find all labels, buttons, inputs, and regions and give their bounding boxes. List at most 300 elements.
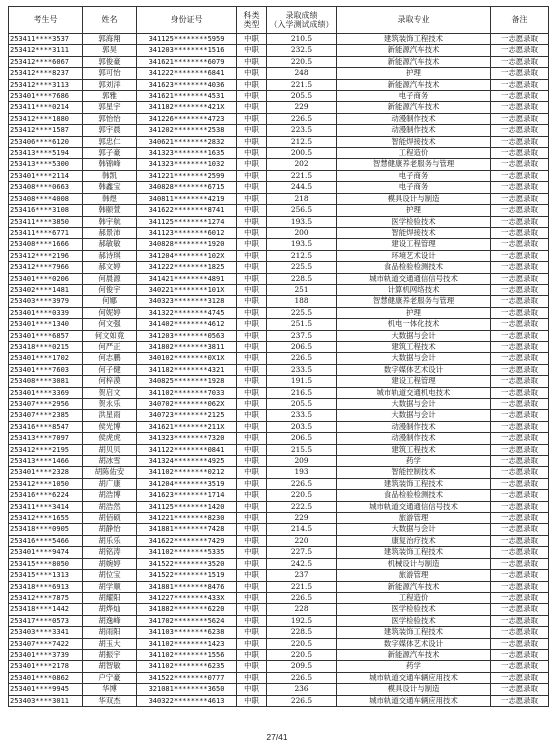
cell-category: 中职	[237, 695, 267, 706]
cell-id-no: 340323********3128	[137, 296, 237, 307]
cell-name: 何子健	[83, 364, 137, 375]
table-row	[9, 353, 549, 364]
cell-exam-no: 253418****6913	[9, 581, 83, 592]
table-row	[9, 387, 549, 398]
cell-major: 智能控制技术	[337, 467, 491, 478]
cell-major: 护理	[337, 307, 491, 318]
cell-score: 209	[267, 456, 337, 467]
cell-score: 226.5	[267, 353, 337, 364]
cell-id-no: 341222********1825	[137, 262, 237, 273]
cell-major: 大数据与会计	[337, 330, 491, 341]
cell-note: 一志愿录取	[491, 387, 549, 398]
cell-score: 226.5	[267, 592, 337, 603]
cell-note: 一志愿录取	[491, 535, 549, 546]
cell-major: 大数据与会计	[337, 353, 491, 364]
cell-category: 中职	[237, 56, 267, 67]
cell-note: 一志愿录取	[491, 284, 549, 295]
cell-major: 工程造价	[337, 592, 491, 603]
cell-category: 中职	[237, 341, 267, 352]
cell-score: 192.5	[267, 615, 337, 626]
cell-note: 一志愿录取	[491, 148, 549, 159]
table-row	[9, 182, 549, 193]
cell-name: 何妮婷	[83, 307, 137, 318]
cell-major: 大数据与会计	[337, 410, 491, 421]
header-id-no: 身份证号	[137, 7, 237, 34]
cell-score: 237.5	[267, 330, 337, 341]
cell-major: 智慧健康养老服务与管理	[337, 159, 491, 170]
table-header	[9, 7, 549, 34]
cell-major: 新能源汽车技术	[337, 79, 491, 90]
cell-major: 城市轨道交通车辆应用技术	[337, 695, 491, 706]
cell-name: 胡乐乐	[83, 535, 137, 546]
cell-note: 一志愿录取	[491, 113, 549, 124]
cell-name: 韩凯	[83, 170, 137, 181]
cell-major: 环境艺术设计	[337, 250, 491, 261]
cell-exam-no: 253413****7097	[9, 433, 83, 444]
table-row	[9, 478, 549, 489]
cell-score: 233.5	[267, 364, 337, 375]
cell-id-no: 340322********4613	[137, 695, 237, 706]
cell-major: 旅游管理	[337, 513, 491, 524]
cell-note: 一志愿录取	[491, 227, 549, 238]
cell-name: 胡位宝	[83, 570, 137, 581]
cell-category: 中职	[237, 456, 267, 467]
table-body	[9, 34, 549, 707]
cell-category: 中职	[237, 79, 267, 90]
cell-category: 中职	[237, 319, 267, 330]
cell-major: 新能源汽车技术	[337, 45, 491, 56]
cell-category: 中职	[237, 638, 267, 649]
cell-id-no: 341227********433X	[137, 592, 237, 603]
cell-name: 郭昊	[83, 45, 137, 56]
table-row	[9, 581, 549, 592]
cell-score: 232.5	[267, 45, 337, 56]
cell-id-no: 340825********1928	[137, 376, 237, 387]
cell-category: 中职	[237, 193, 267, 204]
cell-name: 胡婉婷	[83, 558, 137, 569]
cell-exam-no: 253412****7875	[9, 592, 83, 603]
cell-id-no: 341125********1274	[137, 216, 237, 227]
cell-score: 218	[267, 193, 337, 204]
cell-major: 食品检验检测技术	[337, 262, 491, 273]
cell-id-no: 340828********1920	[137, 239, 237, 250]
table-row	[9, 227, 549, 238]
table-row	[9, 307, 549, 318]
cell-score: 248	[267, 68, 337, 79]
cell-category: 中职	[237, 353, 267, 364]
cell-major: 计算机网络技术	[337, 284, 491, 295]
cell-major: 建筑工程技术	[337, 341, 491, 352]
cell-note: 一志愿录取	[491, 478, 549, 489]
table-row	[9, 91, 549, 102]
cell-exam-no: 253401****7603	[9, 364, 83, 375]
cell-note: 一志愿录取	[491, 182, 549, 193]
cell-exam-no: 253401****9474	[9, 547, 83, 558]
cell-major: 机械设计与制造	[337, 558, 491, 569]
cell-score: 220.5	[267, 56, 337, 67]
cell-score: 209.5	[267, 661, 337, 672]
cell-name: 郭子豪	[83, 148, 137, 159]
cell-note: 一志愿录取	[491, 421, 549, 432]
cell-category: 中职	[237, 627, 267, 638]
cell-exam-no: 253413****5300	[9, 159, 83, 170]
cell-note: 一志愿录取	[491, 102, 549, 113]
cell-note: 一志愿录取	[491, 456, 549, 467]
cell-score: 203.5	[267, 421, 337, 432]
cell-major: 电子商务	[337, 170, 491, 181]
cell-score: 228	[267, 604, 337, 615]
cell-category: 中职	[237, 592, 267, 603]
cell-major: 模具设计与制造	[337, 193, 491, 204]
cell-exam-no: 253401****7686	[9, 91, 83, 102]
cell-score: 222.5	[267, 501, 337, 512]
table-row	[9, 410, 549, 421]
cell-name: 韩锦峰	[83, 159, 137, 170]
cell-major: 动漫制作技术	[337, 125, 491, 136]
table-row	[9, 68, 549, 79]
cell-id-no: 341123********6012	[137, 227, 237, 238]
cell-major: 电子商务	[337, 91, 491, 102]
cell-score: 251.5	[267, 319, 337, 330]
cell-score: 225.5	[267, 307, 337, 318]
cell-score: 221.5	[267, 79, 337, 90]
cell-note: 一志愿录取	[491, 547, 549, 558]
cell-major: 建筑装饰工程技术	[337, 478, 491, 489]
cell-major: 模具设计与制造	[337, 684, 491, 695]
cell-category: 中职	[237, 444, 267, 455]
cell-major: 护理	[337, 68, 491, 79]
cell-score: 193.5	[267, 216, 337, 227]
cell-name: 郭怡怡	[83, 113, 137, 124]
cell-exam-no: 253411****0214	[9, 102, 83, 113]
cell-category: 中职	[237, 296, 267, 307]
cell-score: 205.5	[267, 91, 337, 102]
cell-note: 一志愿录取	[491, 513, 549, 524]
cell-id-no: 340702********062X	[137, 399, 237, 410]
cell-name: 郝诗琪	[83, 250, 137, 261]
cell-exam-no: 253403****3979	[9, 296, 83, 307]
cell-id-no: 341622********7429	[137, 535, 237, 546]
table-row	[9, 513, 549, 524]
cell-major: 动漫制作技术	[337, 113, 491, 124]
cell-score: 205.5	[267, 399, 337, 410]
cell-category: 中职	[237, 399, 267, 410]
cell-category: 中职	[237, 535, 267, 546]
cell-exam-no: 253403****3341	[9, 627, 83, 638]
table-row	[9, 467, 549, 478]
table-row	[9, 592, 549, 603]
table-row	[9, 672, 549, 683]
table-row	[9, 364, 549, 375]
cell-id-no: 341522********1519	[137, 570, 237, 581]
cell-exam-no: 253401****9945	[9, 684, 83, 695]
cell-category: 中职	[237, 478, 267, 489]
cell-major: 工程造价	[337, 148, 491, 159]
cell-major: 医学检验技术	[337, 615, 491, 626]
cell-category: 中职	[237, 45, 267, 56]
cell-note: 一志愿录取	[491, 216, 549, 227]
cell-category: 中职	[237, 364, 267, 375]
cell-category: 中职	[237, 102, 267, 113]
cell-exam-no: 253413****5194	[9, 148, 83, 159]
cell-id-no: 341621********4531	[137, 91, 237, 102]
cell-name: 郭刘洋	[83, 79, 137, 90]
header-note: 备注	[491, 7, 549, 34]
cell-id-no: 340723********2125	[137, 410, 237, 421]
cell-note: 一志愿录取	[491, 410, 549, 421]
cell-name: 胡玉大	[83, 638, 137, 649]
cell-category: 中职	[237, 113, 267, 124]
table-row	[9, 136, 549, 147]
cell-category: 中职	[237, 148, 267, 159]
cell-exam-no: 253401****2114	[9, 170, 83, 181]
cell-major: 城市轨道交通车辆应用技术	[337, 672, 491, 683]
table-row	[9, 273, 549, 284]
cell-note: 一志愿录取	[491, 45, 549, 56]
cell-category: 中职	[237, 136, 267, 147]
cell-major: 医学检验技术	[337, 216, 491, 227]
cell-note: 一志愿录取	[491, 638, 549, 649]
cell-note: 一志愿录取	[491, 205, 549, 216]
header-category: 科类 类型	[237, 7, 267, 34]
cell-id-no: 341122********0841	[137, 444, 237, 455]
cell-score: 226.5	[267, 672, 337, 683]
cell-id-no: 341623********1714	[137, 490, 237, 501]
cell-id-no: 341202********2538	[137, 125, 237, 136]
cell-id-no: 341881********8476	[137, 581, 237, 592]
cell-score: 220.5	[267, 638, 337, 649]
cell-note: 一志愿录取	[491, 307, 549, 318]
cell-exam-no: 253418****0215	[9, 341, 83, 352]
cell-name: 郭雅	[83, 91, 137, 102]
cell-exam-no: 253407****7422	[9, 638, 83, 649]
cell-id-no: 341102********0212	[137, 467, 237, 478]
table-row	[9, 239, 549, 250]
cell-major: 城市轨道交通通信信号技术	[337, 273, 491, 284]
cell-id-no: 341621********211X	[137, 421, 237, 432]
cell-exam-no: 253412****1050	[9, 478, 83, 489]
cell-exam-no: 253412****1655	[9, 513, 83, 524]
cell-category: 中职	[237, 547, 267, 558]
cell-note: 一志愿录取	[491, 558, 549, 569]
cell-exam-no: 253413****1466	[9, 456, 83, 467]
cell-category: 中职	[237, 421, 267, 432]
cell-name: 何梓漠	[83, 376, 137, 387]
admission-list-sheet	[8, 6, 548, 707]
cell-major: 新能源汽车技术	[337, 102, 491, 113]
table-row	[9, 433, 549, 444]
cell-score: 223.5	[267, 125, 337, 136]
cell-category: 中职	[237, 125, 267, 136]
cell-major: 数字媒体艺术设计	[337, 638, 491, 649]
cell-category: 中职	[237, 615, 267, 626]
cell-name: 胡冰雪	[83, 456, 137, 467]
cell-name: 郭俊豪	[83, 56, 137, 67]
cell-name: 洪星雨	[83, 410, 137, 421]
cell-name: 胡学顺	[83, 581, 137, 592]
cell-id-no: 340102********0X1X	[137, 353, 237, 364]
cell-category: 中职	[237, 159, 267, 170]
cell-note: 一志愿录取	[491, 125, 549, 136]
cell-name: 何俊宇	[83, 284, 137, 295]
cell-id-no: 340828********6715	[137, 182, 237, 193]
cell-score: 229	[267, 513, 337, 524]
cell-name: 韩颐萱	[83, 205, 137, 216]
cell-category: 中职	[237, 227, 267, 238]
table-row	[9, 56, 549, 67]
cell-major: 智慧健康养老服务与管理	[337, 296, 491, 307]
cell-major: 城市轨道交通机电技术	[337, 387, 491, 398]
cell-exam-no: 253406****6120	[9, 136, 83, 147]
cell-note: 一志愿录取	[491, 239, 549, 250]
cell-note: 一志愿录取	[491, 376, 549, 387]
cell-score: 251	[267, 284, 337, 295]
cell-category: 中职	[237, 581, 267, 592]
cell-note: 一志愿录取	[491, 193, 549, 204]
cell-id-no: 341222********6841	[137, 68, 237, 79]
cell-major: 护理	[337, 205, 491, 216]
cell-category: 中职	[237, 170, 267, 181]
table-row	[9, 330, 549, 341]
cell-name: 何文强	[83, 319, 137, 330]
cell-note: 一志愿录取	[491, 444, 549, 455]
cell-name: 胡铭涛	[83, 547, 137, 558]
cell-id-no: 341226********4723	[137, 113, 237, 124]
cell-name: 韩鑫宝	[83, 182, 137, 193]
cell-id-no: 341102********1423	[137, 638, 237, 649]
cell-name: 户宁豪	[83, 672, 137, 683]
cell-name: 胡耀阳	[83, 592, 137, 603]
cell-score: 202	[267, 159, 337, 170]
cell-category: 中职	[237, 513, 267, 524]
cell-exam-no: 253412****2195	[9, 444, 83, 455]
table-row	[9, 615, 549, 626]
cell-exam-no: 253412****3111	[9, 45, 83, 56]
cell-score: 206.5	[267, 433, 337, 444]
table-row	[9, 604, 549, 615]
cell-note: 一志愿录取	[491, 34, 549, 45]
cell-exam-no: 253418****0905	[9, 524, 83, 535]
cell-id-no: 341324********4925	[137, 456, 237, 467]
cell-note: 一志愿录取	[491, 661, 549, 672]
cell-score: 220	[267, 535, 337, 546]
cell-score: 212.5	[267, 136, 337, 147]
table-row	[9, 159, 549, 170]
cell-category: 中职	[237, 91, 267, 102]
admission-table	[8, 6, 549, 707]
table-row	[9, 170, 549, 181]
cell-major: 建筑装饰工程技术	[337, 34, 491, 45]
cell-exam-no: 253401****0862	[9, 672, 83, 683]
cell-id-no: 341522********0777	[137, 672, 237, 683]
cell-score: 200.5	[267, 148, 337, 159]
table-row	[9, 319, 549, 330]
cell-exam-no: 253401****3369	[9, 387, 83, 398]
cell-category: 中职	[237, 661, 267, 672]
cell-score: 212.5	[267, 250, 337, 261]
cell-note: 一志愿录取	[491, 364, 549, 375]
cell-id-no: 341182********421X	[137, 102, 237, 113]
table-row	[9, 296, 549, 307]
cell-name: 郭星宇	[83, 102, 137, 113]
cell-id-no: 341623********4036	[137, 79, 237, 90]
cell-name: 胡雨阳	[83, 627, 137, 638]
cell-category: 中职	[237, 649, 267, 660]
cell-note: 一志愿录取	[491, 433, 549, 444]
table-row	[9, 421, 549, 432]
cell-note: 一志愿录取	[491, 649, 549, 660]
table-row	[9, 148, 549, 159]
cell-exam-no: 253401****1702	[9, 353, 83, 364]
cell-exam-no: 253417****0573	[9, 615, 83, 626]
cell-exam-no: 253416****3108	[9, 205, 83, 216]
cell-note: 一志愿录取	[491, 592, 549, 603]
cell-exam-no: 253412****7966	[9, 262, 83, 273]
cell-name: 胡烨灿	[83, 604, 137, 615]
cell-major: 机电一体化技术	[337, 319, 491, 330]
cell-id-no: 341125********1420	[137, 501, 237, 512]
cell-category: 中职	[237, 182, 267, 193]
cell-exam-no: 253411****3537	[9, 34, 83, 45]
cell-category: 中职	[237, 410, 267, 421]
cell-score: 226.5	[267, 478, 337, 489]
cell-note: 一志愿录取	[491, 273, 549, 284]
table-row	[9, 684, 549, 695]
cell-major: 新能源汽车技术	[337, 56, 491, 67]
cell-score: 210.5	[267, 34, 337, 45]
cell-exam-no: 253415****8050	[9, 558, 83, 569]
cell-name: 胡佰硕	[83, 513, 137, 524]
cell-id-no: 341103********6238	[137, 627, 237, 638]
cell-name: 胡陈佑安	[83, 467, 137, 478]
cell-exam-no: 253407****2385	[9, 410, 83, 421]
cell-exam-no: 253412****8237	[9, 68, 83, 79]
cell-exam-no: 253416****5466	[9, 535, 83, 546]
cell-exam-no: 253415****1313	[9, 570, 83, 581]
table-row	[9, 34, 549, 45]
cell-category: 中职	[237, 205, 267, 216]
cell-name: 何文如竟	[83, 330, 137, 341]
cell-exam-no: 253412****3113	[9, 79, 83, 90]
cell-exam-no: 253401****3739	[9, 649, 83, 660]
table-row	[9, 125, 549, 136]
cell-note: 一志愿录取	[491, 353, 549, 364]
cell-category: 中职	[237, 604, 267, 615]
table-row	[9, 376, 549, 387]
cell-name: 郭可怡	[83, 68, 137, 79]
cell-score: 188	[267, 296, 337, 307]
cell-score: 215.5	[267, 444, 337, 455]
cell-major: 智能焊接技术	[337, 227, 491, 238]
table-row	[9, 113, 549, 124]
cell-category: 中职	[237, 570, 267, 581]
cell-note: 一志愿录取	[491, 399, 549, 410]
cell-exam-no: 253411****3414	[9, 501, 83, 512]
cell-category: 中职	[237, 490, 267, 501]
cell-id-no: 341621********6079	[137, 56, 237, 67]
cell-id-no: 341204********3519	[137, 478, 237, 489]
cell-category: 中职	[237, 524, 267, 535]
cell-id-no: 340811********4219	[137, 193, 237, 204]
cell-exam-no: 253401****2178	[9, 661, 83, 672]
cell-score: 220.5	[267, 490, 337, 501]
cell-name: 何晨源	[83, 273, 137, 284]
cell-id-no: 341182********4321	[137, 364, 237, 375]
cell-exam-no: 253416****6224	[9, 490, 83, 501]
cell-exam-no: 253401****2328	[9, 467, 83, 478]
cell-category: 中职	[237, 250, 267, 261]
table-row	[9, 535, 549, 546]
